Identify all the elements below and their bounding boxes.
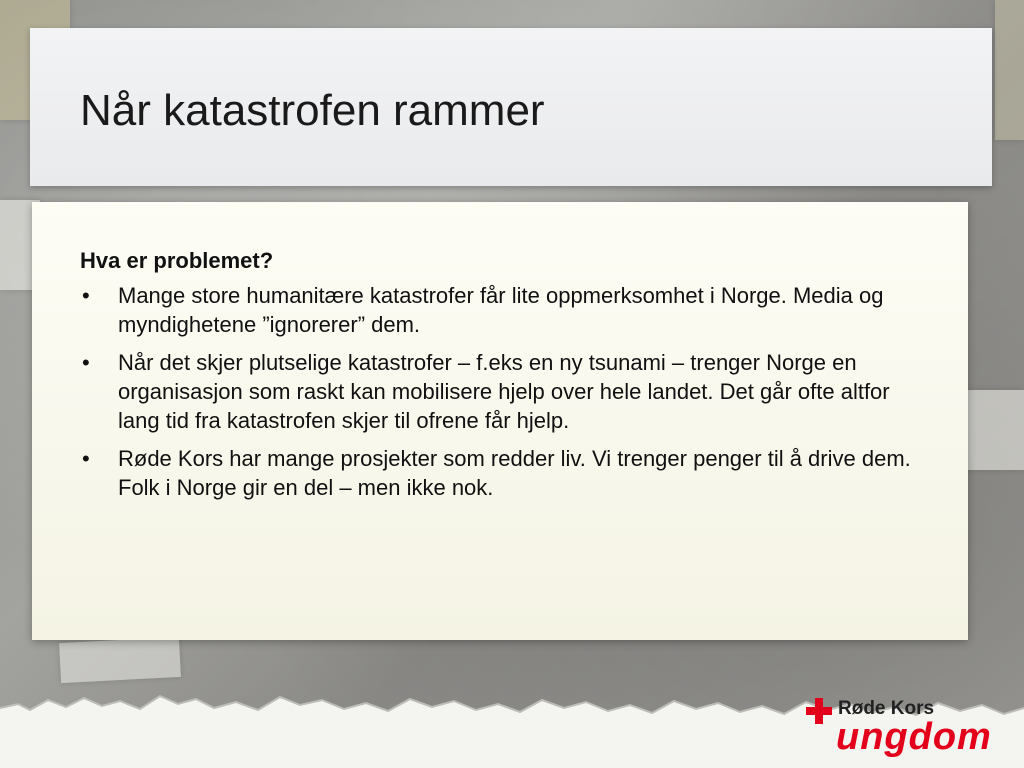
- bullet-text: Røde Kors har mange prosjekter som redder liv. Vi trenger penger til å drive dem. Folk i Norge gir en del – men ikke nok.: [118, 446, 911, 500]
- rode-kors-ungdom-logo: [800, 690, 1010, 760]
- bullet-item: [80, 444, 920, 502]
- logo-line2: ungdom: [836, 716, 992, 758]
- content-heading: Hva er problemet?: [80, 248, 274, 273]
- bullet-text: Mange store humanitære katastrofer får lite oppmerksomhet i Norge. Media og myndighetene ”ignorerer” dem.: [118, 283, 884, 337]
- title-box: [30, 28, 992, 186]
- bullet-icon: •: [82, 283, 90, 308]
- bullet-item: [80, 348, 920, 435]
- logo-line1: Røde Kors: [838, 698, 935, 719]
- bullet-icon: •: [82, 350, 90, 375]
- bullet-list: [80, 281, 920, 502]
- bullet-icon: •: [82, 446, 90, 471]
- bullet-item: [80, 281, 920, 339]
- bullet-text: Når det skjer plutselige katastrofer – f.eks en ny tsunami – trenger Norge en organisasjon som raskt kan mobilisere hjelp over hele landet. Det går ofte altfor lang tid fra katastrofen skjer til ofrene får hjelp.: [118, 350, 890, 433]
- wall-patch: [995, 0, 1024, 140]
- red-cross-icon: [806, 698, 832, 724]
- content-box: [32, 202, 968, 640]
- slide-content: [80, 246, 920, 511]
- slide-title: Når katastrofen rammer: [80, 86, 545, 135]
